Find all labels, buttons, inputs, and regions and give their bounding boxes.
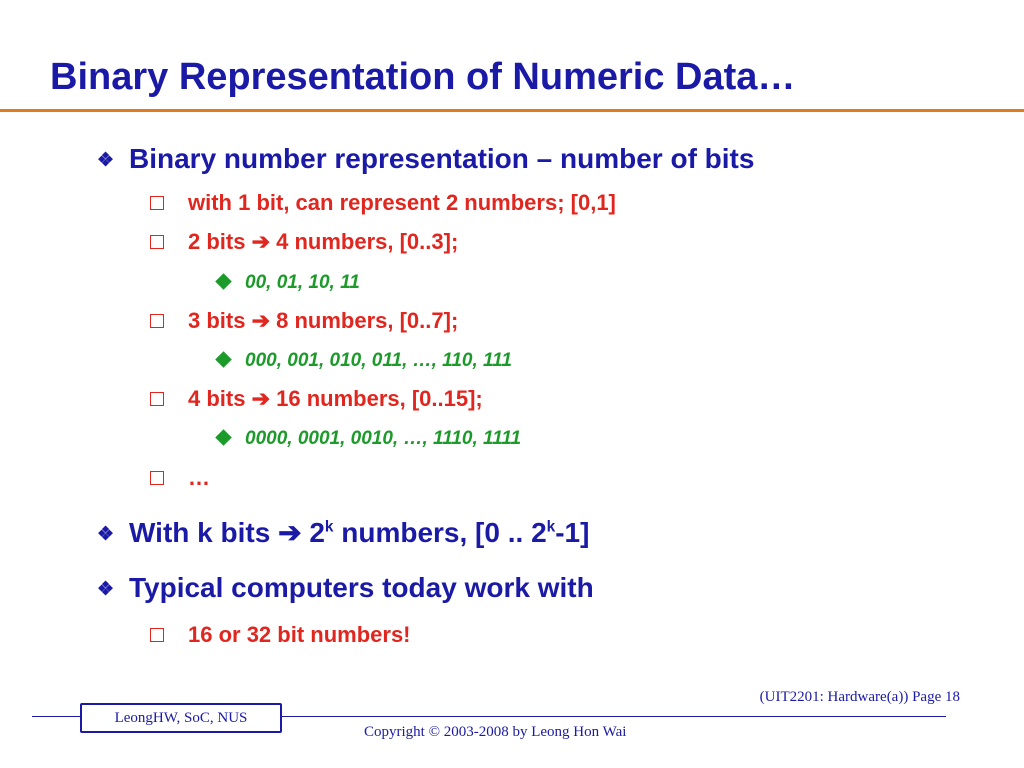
- example-text: 0000, 0001, 0010, …, 1110, 1111: [245, 428, 522, 449]
- sub-bullet-text: 8 numbers, [0..7];: [270, 308, 459, 333]
- bullet-number-of-bits: [97, 143, 754, 175]
- arrow-right-icon: ➔: [278, 517, 302, 548]
- diamond-cross-icon: ❖: [97, 579, 115, 600]
- filled-diamond-icon: [215, 429, 232, 446]
- sub-bullet-text: 16 or 32 bit numbers!: [188, 622, 411, 647]
- bullet-text: numbers, [0 .. 2: [333, 517, 547, 548]
- slide-title: Binary Representation of Numeric Data…: [50, 56, 796, 98]
- sub-bullet-ellipsis: [150, 465, 210, 491]
- sub-bullet-text: 16 numbers, [0..15];: [270, 386, 483, 411]
- hollow-square-icon: [150, 628, 164, 642]
- sub-bullet-1bit: [150, 190, 616, 216]
- footer-rule-left: [32, 716, 80, 717]
- bullet-text: 2: [301, 517, 325, 548]
- hollow-square-icon: [150, 196, 164, 210]
- author-label: LeongHW, SoC, NUS: [114, 709, 248, 726]
- bullet-text: -1]: [555, 517, 590, 548]
- hollow-square-icon: [150, 471, 164, 485]
- bullet-text: Typical computers today work with: [129, 572, 594, 603]
- sub-bullet-text: …: [188, 465, 210, 490]
- sub-bullet-16-32: [150, 622, 411, 648]
- example-4bits: [216, 428, 521, 450]
- diamond-cross-icon: ❖: [97, 150, 115, 171]
- hollow-square-icon: [150, 235, 164, 249]
- author-box: [80, 703, 282, 733]
- superscript: k: [546, 518, 556, 536]
- filled-diamond-icon: [215, 351, 232, 368]
- hollow-square-icon: [150, 392, 164, 406]
- sub-bullet-4bits: [150, 386, 483, 412]
- sub-bullet-text: 2 bits: [188, 229, 252, 254]
- filled-diamond-icon: [215, 273, 232, 290]
- sub-bullet-2bits: [150, 229, 458, 255]
- arrow-right-icon: ➔: [251, 386, 271, 411]
- arrow-right-icon: ➔: [251, 308, 271, 333]
- footer-rule-right: [282, 716, 946, 717]
- example-text: 00, 01, 10, 11: [245, 272, 360, 293]
- arrow-right-icon: ➔: [251, 229, 271, 254]
- sub-bullet-3bits: [150, 308, 458, 334]
- example-text: 000, 001, 010, 011, …, 110, 111: [245, 350, 512, 371]
- bullet-text: Binary number representation – number of bits: [129, 143, 755, 174]
- sub-bullet-text: with 1 bit, can represent 2 numbers; [0,1]: [188, 190, 616, 215]
- example-2bits: [216, 272, 360, 294]
- superscript: k: [324, 518, 334, 536]
- copyright-notice: Copyright © 2003-2008 by Leong Hon Wai: [364, 724, 627, 740]
- bullet-text: With k bits: [129, 517, 279, 548]
- sub-bullet-text: 4 numbers, [0..3];: [270, 229, 459, 254]
- sub-bullet-text: 4 bits: [188, 386, 252, 411]
- diamond-cross-icon: ❖: [97, 524, 115, 545]
- page-number-label: (UIT2201: Hardware(a)) Page 18: [759, 689, 960, 705]
- bullet-k-bits: [97, 516, 589, 549]
- example-3bits: [216, 350, 512, 372]
- sub-bullet-text: 3 bits: [188, 308, 252, 333]
- bullet-typical-computers: [97, 572, 594, 604]
- hollow-square-icon: [150, 314, 164, 328]
